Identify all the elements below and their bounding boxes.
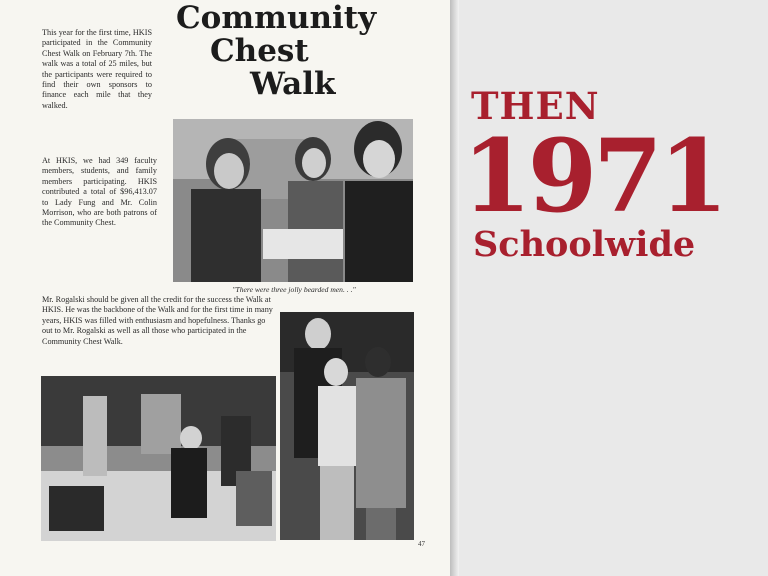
page-number: 47: [418, 540, 425, 548]
participation-paragraph: At HKIS, we had 349 faculty members, students, and family members participating. HKIS contributed a total of $96,413.07 to Lady Fung and Mr. Colin Morrison, who are both patrons of the Community Chest.: [42, 156, 157, 228]
intro-paragraph: This year for the first time, HKIS participated in the Community Chest Walk on February 7th. The walk was a total of 25 miles, but the participants were required to find their own sponsors to finance each mile that they walked.: [42, 28, 152, 110]
year-label: 1971: [462, 117, 725, 235]
headline-line-2: Chest: [210, 33, 309, 69]
photo-bearded-men: [173, 119, 413, 282]
schoolwide-label: Schoolwide: [473, 224, 696, 265]
headline-line-3: Walk: [250, 66, 336, 102]
thanks-paragraph: Mr. Rogalski should be given all the credit for the success the Walk at HKIS. He was the backbone of the Walk and for the first time in many years, HKIS was filled with enthusiasm and hopefulness. Thanks go out to Mr. Rogalski as well as all those who participated in the Community Chest Walk.: [42, 295, 273, 346]
page-divider: [450, 0, 459, 576]
photo-walk-crowd: [41, 376, 276, 541]
page-headline: [170, 0, 377, 102]
headline-line-1: Community: [176, 0, 377, 36]
then-label: THEN: [471, 84, 600, 128]
photo-walk-ceremony: [280, 312, 414, 540]
photo-caption: "There were three jolly bearded men. . .": [232, 285, 356, 294]
